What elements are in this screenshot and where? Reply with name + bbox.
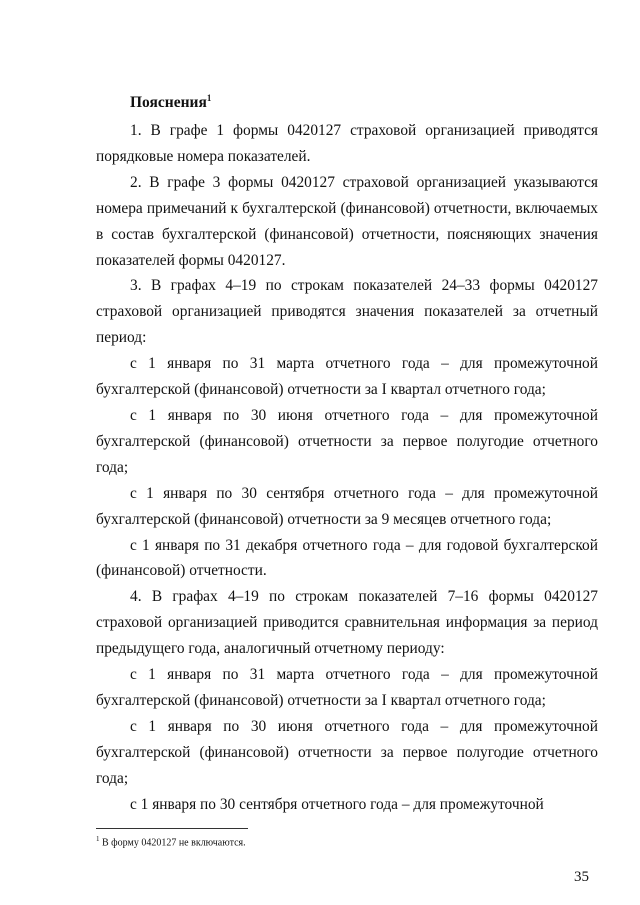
paragraph: 3. В графах 4–19 по строкам показателей 24–33 формы 0420127 страховой организацией приводятся значения показателей за отчетный период:: [96, 277, 598, 347]
paragraph: с 1 января по 31 марта отчетного года – для промежуточной бухгалтерской (финансовой) отчетности за I квартал отчетного года;: [96, 666, 598, 709]
paragraph: с 1 января по 30 сентября отчетного года – для промежуточной бухгалтерской (финансовой) отчетности за 9 месяцев отчетного года;: [96, 484, 598, 528]
body-text: [96, 118, 598, 817]
footnote-text: В форму 0420127 не включаются.: [102, 837, 246, 849]
footnote: [96, 833, 246, 849]
paragraph: с 1 января по 31 марта отчетного года – для промежуточной бухгалтерской (финансовой) отчетности за I квартал отчетного года;: [96, 355, 598, 399]
footnote-separator: [96, 828, 248, 829]
paragraph: с 1 января по 30 июня отчетного года – для промежуточной бухгалтерской (финансовой) отчетности за первое полугодие отчетного года;: [96, 406, 598, 476]
page-number: 35: [574, 869, 589, 885]
paragraph: 4. В графах 4–19 по строкам показателей 7–16 формы 0420127 страховой организацией приводится сравнительная информация за период предыдущего года, аналогичный отчетному периоду:: [96, 588, 598, 658]
paragraph: с 1 января по 30 сентября отчетного года – для промежуточной: [130, 795, 544, 813]
heading-text: Пояснения: [130, 94, 207, 112]
paragraph: с 1 января по 30 июня отчетного года – для промежуточной бухгалтерской (финансовой) отчетности за первое полугодие отчетного года;: [96, 717, 598, 787]
footnote-reference: 1: [206, 93, 212, 103]
paragraph: 1. В графе 1 формы 0420127 страховой организацией приводятся порядковые номера показателей.: [96, 122, 598, 165]
footnote-marker: 1: [96, 835, 100, 843]
paragraph: 2. В графе 3 формы 0420127 страховой организацией указываются номера примечаний к бухгалтерской (финансовой) отчетности, включаемых в состав бухгалтерской (финансовой) отчетности, поясняющих значения показателей формы 0420127.: [96, 173, 598, 269]
paragraph: с 1 января по 31 декабря отчетного года – для годовой бухгалтерской (финансовой) отчетности.: [96, 536, 598, 580]
section-heading: [130, 93, 211, 112]
